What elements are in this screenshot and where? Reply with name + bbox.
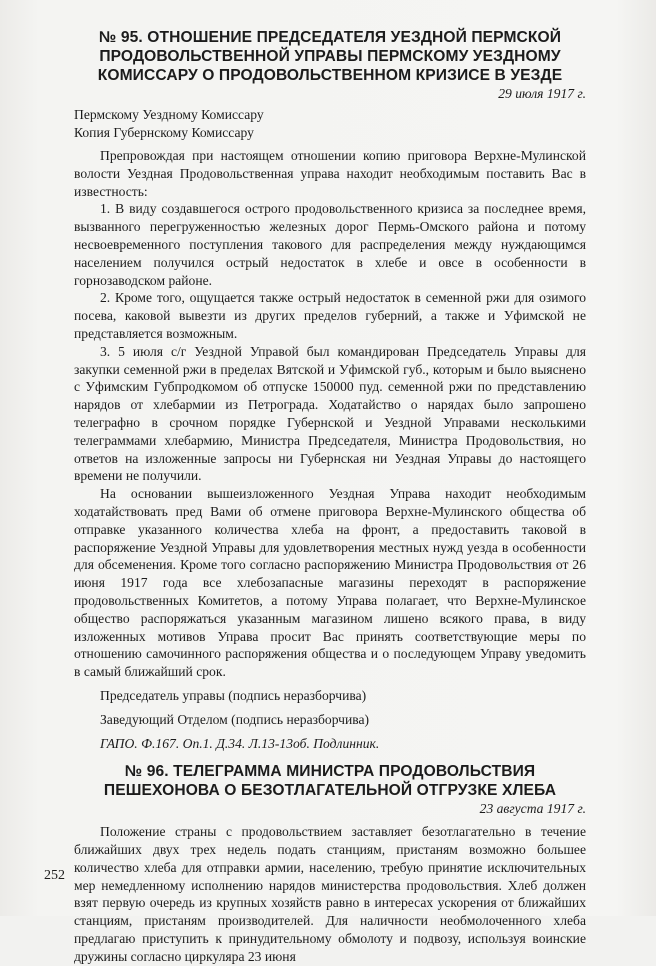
doc96-paragraph-1: Положение страны с продовольствием заставляет безотлагательно в течение ближайших двух трех недель подать станциям, пристаням возможно большее количество хлеба для отправки армии, населению, требую принятие исключительных мер немедленному исполнению нарядов министерства продовольствия. Хлеб должен взят первую очередь из крупных хозяйств равно в интересах ускорения от ближайших станциям, пристаням производителей. Для наличности необмолоченного хлеба предлагаю приступить к принудительному обмолоту и подвозу, используя воинские дружины согласно циркуляра 23 июня xyxy=(74,824,586,964)
doc95-paragraph-3: 2. Кроме того, ощущается также острый недостаток в семенной ржи для озимого посева, каковой вывезти из других пределов губерний, а также и Уфимской не представляется возможным. xyxy=(74,290,586,341)
doc96-title: № 96. ТЕЛЕГРАММА МИНИСТРА ПРОДОВОЛЬСТВИЯ ПЕШЕХОНОВА О БЕЗОТЛАГАТЕЛЬНОЙ ОТГРУЗКЕ ХЛЕБА xyxy=(103,763,557,800)
doc95-addressee-2: Копия Губернскому Комиссару xyxy=(74,124,254,140)
doc96-date: 23 августа 1917 г. xyxy=(479,801,586,817)
page-content xyxy=(74,28,586,966)
doc95-archive-source: ГАПО. Ф.167. Оп.1. Д.34. Л.13-13об. Подлинник. xyxy=(100,735,380,751)
page-number: 252 xyxy=(44,868,65,883)
doc95-title: № 95. ОТНОШЕНИЕ ПРЕДСЕДАТЕЛЯ УЕЗДНОЙ ПЕРМСКОЙ ПРОДОВОЛЬСТВЕННОЙ УПРАВЫ ПЕРМСКОМУ УЕЗДНОМУ КОМИССАРУ О ПРОДОВОЛЬСТВЕННОМ КРИЗИСЕ В УЕЗДЕ xyxy=(97,29,563,84)
doc95-date: 29 июля 1917 г. xyxy=(498,86,586,101)
doc95-paragraph-4: 3. 5 июля с/г Уездной Управой был командирован Председатель Управы для закупки семенной ржи в пределах Вятской и Уфимской губ., которым и было выяснено с Уфимским Губпродкомом об отпуске 150000 пуд. семенной ржи по представлению нарядов от хлебармии из Петрограда. Ходатайство о нарядах было запрошено телеграфно в срочном порядке Губернской и Уездной Управами несколькими телеграммами хлебармию, Министра Председателя, Министра Продовольствия, но ответов на изложенные запросы ни Губернская ни Уездная Управы до настоящего времени не получили. xyxy=(74,343,586,484)
doc95-paragraph-5: На основании вышеизложенного Уездная Управа находит необходимым ходатайствовать пред Вами об отмене приговора Верхне-Мулинского общества об отправке указанного количества хлеба на фронт, а предоставить таковой в распоряжение Уездной Управы для удовлетворения местных нужд уезда в особенности для обсеменения. Кроме того согласно распоряжению Министра Продовольствия от 26 июня 1917 года все хлебозапасные магазины переходят в распоряжение продовольственных Комитетов, а потому Управа полагает, что Верхне-Мулинское общество распоряжаться указанным магазином лишено всякого права, в виду изложенных мотивов Управа просит Вас принять соответствующие меры по отношению самочинного распоряжения общества и о последующем Управу уведомить в самый ближайший срок. xyxy=(74,486,586,680)
doc95-paragraph-1: Препровождая при настоящем отношении копию приговора Верхне-Мулинской волости Уездная Продовольственная управа находит необходимым поставить Вас в известность: xyxy=(74,148,586,199)
doc95-addressee-1: Пермскому Уездному Комиссару xyxy=(74,107,264,122)
doc95-paragraph-2: 1. В виду создавшегося острого продовольственного кризиса за последнее время, вызванного перегруженностью железных дорог Пермь-Омского района и потому несвоевременного поступления такового для распределения между нуждающимся населением получился острый недостаток в хлебе и овсе в особенности в горнозаводском районе. xyxy=(74,201,586,288)
doc95-signature-chairman: Председатель управы (подпись неразборчива) xyxy=(100,687,367,703)
doc95-signature-head: Заведующий Отделом (подпись неразборчива) xyxy=(100,711,370,727)
